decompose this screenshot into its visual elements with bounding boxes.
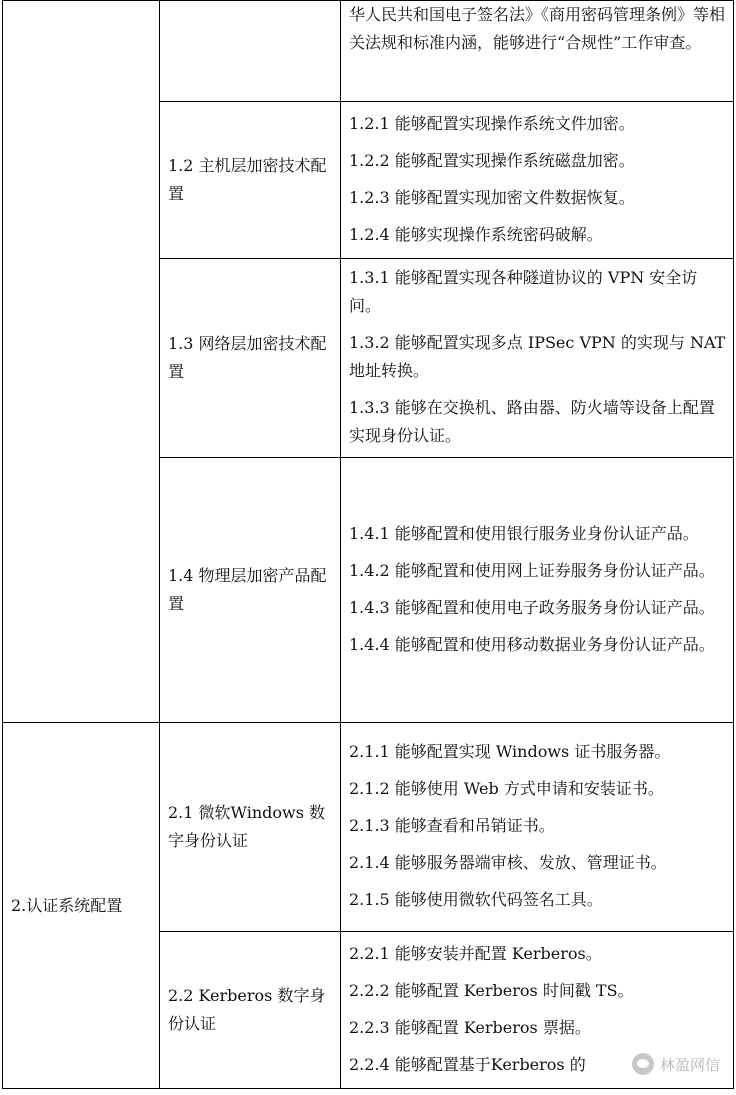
- requirement-cell: [341, 458, 734, 723]
- module-cell: [3, 723, 160, 1089]
- requirement-item: 2.1.5 能够使用微软代码签名工具。: [349, 890, 603, 909]
- requirement-cell: [341, 102, 734, 259]
- topic-cell: [160, 1, 341, 102]
- requirement-item: 1.3.3 能够在交换机、路由器、防火墙等设备上配置实现身份认证。: [349, 398, 715, 445]
- requirement-item: 2.2.2 能够配置 Kerberos 时间戳 TS。: [349, 980, 634, 1000]
- topic-label: 1.4 物理层加密产品配置: [168, 566, 327, 613]
- curriculum-table: [2, 0, 734, 1089]
- requirement-item: 2.1.2 能够使用 Web 方式申请和安装证书。: [349, 779, 664, 798]
- requirement-item: 1.4.3 能够配置和使用电子政务服务身份认证产品。: [349, 597, 715, 617]
- topic-cell: [160, 259, 341, 458]
- topic-label: 1.2 主机层加密技术配置: [168, 156, 327, 203]
- requirement-item: 1.2.4 能够实现操作系统密码破解。: [349, 224, 603, 244]
- requirement-cell: [341, 259, 734, 458]
- requirement-item: 1.2.1 能够配置实现操作系统文件加密。: [349, 113, 635, 133]
- wechat-logo-icon: [632, 1053, 654, 1075]
- table-row: [3, 723, 734, 932]
- requirement-item: 2.2.4 能够配置基于Kerberos 的: [349, 1054, 586, 1074]
- topic-cell: [160, 102, 341, 259]
- requirement-cell: [341, 723, 734, 932]
- requirement-cell: [341, 1, 734, 102]
- requirement-item: 1.3.2 能够配置实现多点 IPSec VPN 的实现与 NAT 地址转换。: [349, 333, 726, 380]
- requirement-item: 1.4.2 能够配置和使用网上证券服务身份认证产品。: [349, 560, 715, 580]
- requirement-item: 1.4.1 能够配置和使用银行服务业身份认证产品。: [349, 523, 699, 543]
- requirement-item: 2.1.1 能够配置实现 Windows 证书服务器。: [349, 742, 671, 761]
- module-cell: [3, 1, 160, 723]
- topic-cell: [160, 932, 341, 1089]
- requirement-item: 1.2.3 能够配置实现加密文件数据恢复。: [349, 187, 635, 207]
- requirement-item: 2.2.3 能够配置 Kerberos 票据。: [349, 1017, 591, 1037]
- topic-label: 1.3 网络层加密技术配置: [168, 334, 327, 381]
- topic-cell: [160, 723, 341, 932]
- topic-cell: [160, 458, 341, 723]
- requirement-item: 2.2.1 能够安装并配置 Kerberos。: [349, 943, 602, 963]
- requirement-item: 2.1.3 能够查看和吊销证书。: [349, 816, 555, 835]
- requirement-item: 1.4.4 能够配置和使用移动数据业务身份认证产品。: [349, 634, 715, 654]
- topic-label: 2.2 Kerberos 数字身份认证: [168, 986, 326, 1033]
- requirement-item: 1.3.1 能够配置实现各种隧道协议的 VPN 安全访问。: [349, 268, 698, 315]
- topic-label: 2.1 微软Windows 数字身份认证: [168, 803, 325, 850]
- module-label: 2.认证系统配置: [11, 895, 123, 915]
- watermark-text: 林盈网信: [659, 1055, 720, 1074]
- watermark: [632, 1053, 720, 1075]
- continuation-text: 华人民共和国电子签名法》《商用密码管理条例》等相关法规和标准内涵，能够进行“合规性”工作审查。: [349, 5, 726, 52]
- table-row: [3, 1, 734, 102]
- requirement-item: 1.2.2 能够配置实现操作系统磁盘加密。: [349, 150, 635, 170]
- requirement-item: 2.1.4 能够服务器端审核、发放、管理证书。: [349, 853, 667, 872]
